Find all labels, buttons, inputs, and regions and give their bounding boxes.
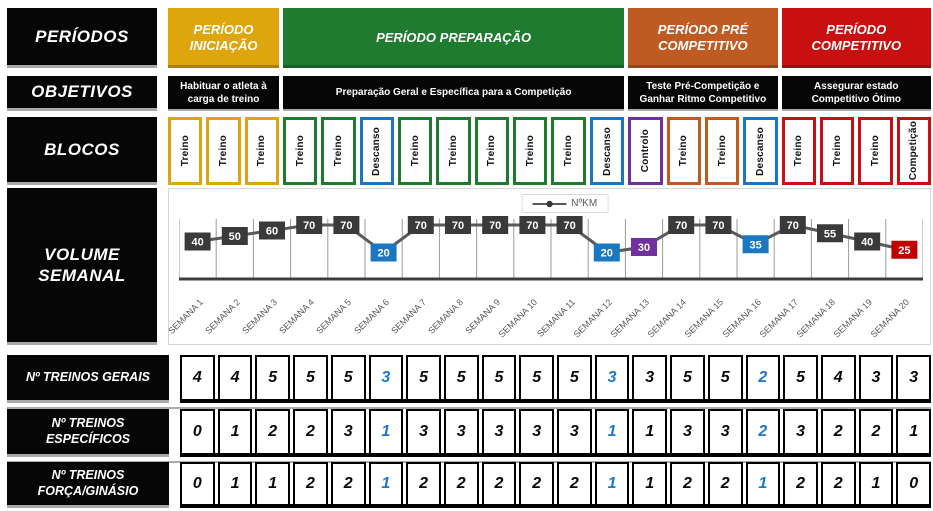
treinos-forca-week-14-value: 2 <box>670 462 705 504</box>
block-week-1-treino <box>168 117 202 185</box>
treinos-forca-week-11-value: 2 <box>557 462 592 504</box>
general-trainings-cells <box>180 355 931 403</box>
blocks-row <box>7 117 931 185</box>
svg-text:70: 70 <box>675 220 688 232</box>
treinos-especificos-week-12-value: 1 <box>595 409 630 453</box>
block-week-12-descanso <box>590 117 624 185</box>
block-label: Treino <box>793 135 805 167</box>
treinos-gerais-week-14-value: 5 <box>670 355 705 399</box>
x-axis-label-semana-9: SEMANA 9 <box>463 297 503 336</box>
chart-legend <box>521 194 608 213</box>
block-week-8-treino <box>436 117 470 185</box>
block-week-19-treino <box>858 117 892 185</box>
svg-text:25: 25 <box>898 244 911 257</box>
treinos-gerais-week-18-value: 4 <box>821 355 856 399</box>
block-label: Treino <box>256 135 268 167</box>
treinos-forca-week-9-value: 2 <box>482 462 517 504</box>
treinos-forca-week-4-value: 2 <box>293 462 328 504</box>
block-label: Descanso <box>754 126 766 176</box>
block-week-3-treino <box>245 117 279 185</box>
svg-text:70: 70 <box>489 220 502 232</box>
general-trainings-row <box>7 355 931 409</box>
treinos-especificos-week-5-value: 3 <box>331 409 366 453</box>
x-axis-label-semana-20: SEMANA 20 <box>869 297 912 340</box>
treinos-especificos-week-9-value: 3 <box>482 409 517 453</box>
svg-text:60: 60 <box>265 225 279 238</box>
x-axis-label-semana-12: SEMANA 12 <box>571 297 614 340</box>
x-axis-label-semana-19: SEMANA 19 <box>831 297 875 340</box>
treinos-gerais-week-1-value: 4 <box>180 355 215 399</box>
svg-text:20: 20 <box>377 247 390 260</box>
block-label: Treino <box>869 135 881 167</box>
treinos-forca-week-12-value: 1 <box>595 462 630 504</box>
legend-label: NºKM <box>571 198 598 209</box>
block-label: Descanso <box>371 126 383 176</box>
treinos-forca-week-18-value: 2 <box>821 462 856 504</box>
specific-trainings-cells <box>180 409 931 457</box>
block-label: Descanso <box>601 126 613 176</box>
treinos-forca-week-3-value: 1 <box>255 462 290 504</box>
block-week-14-treino <box>667 117 701 185</box>
x-axis-label-semana-18: SEMANA 18 <box>794 297 838 340</box>
weekly-volume-label: VOLUME SEMANAL <box>7 188 157 345</box>
specific-trainings-label: Nº TREINOS ESPECÍFICOS <box>7 409 169 457</box>
treinos-gerais-week-10-value: 5 <box>519 355 554 399</box>
block-label: Treino <box>524 135 536 167</box>
strength-gym-trainings-label: Nº TREINOS FORÇA/GINÁSIO <box>7 462 169 508</box>
treinos-gerais-week-13-value: 3 <box>632 355 667 399</box>
treinos-especificos-week-6-value: 1 <box>369 409 404 453</box>
treinos-especificos-week-15-value: 3 <box>708 409 743 453</box>
specific-trainings-row <box>7 409 931 463</box>
treinos-gerais-week-3-value: 5 <box>255 355 290 399</box>
treinos-forca-week-10-value: 2 <box>519 462 554 504</box>
block-label: Treino <box>563 135 575 167</box>
svg-text:40: 40 <box>191 236 204 249</box>
objective-periodo-iniciacao: Habituar o atleta à carga de treino <box>168 76 279 111</box>
block-label: Treino <box>179 135 191 167</box>
treinos-forca-week-16-value: 1 <box>746 462 781 504</box>
svg-text:70: 70 <box>303 220 316 232</box>
x-axis-label-semana-11: SEMANA 11 <box>534 297 577 339</box>
x-axis-label-semana-2: SEMANA 2 <box>202 297 242 336</box>
treinos-especificos-week-17-value: 3 <box>783 409 818 453</box>
treinos-especificos-week-2-value: 1 <box>218 409 253 453</box>
treinos-especificos-week-20-value: 1 <box>896 409 931 453</box>
block-label: Competição <box>908 121 920 181</box>
legend-line-marker-icon <box>532 200 566 208</box>
general-trainings-label: Nº TREINOS GERAIS <box>7 355 169 403</box>
treinos-especificos-week-11-value: 3 <box>557 409 592 453</box>
block-week-6-descanso <box>360 117 394 185</box>
treinos-forca-week-6-value: 1 <box>369 462 404 504</box>
block-label: Treino <box>448 135 460 167</box>
treinos-gerais-week-7-value: 5 <box>406 355 441 399</box>
svg-text:70: 70 <box>786 220 799 232</box>
block-week-7-treino <box>398 117 432 185</box>
treinos-especificos-week-8-value: 3 <box>444 409 479 453</box>
strength-gym-trainings-row <box>7 462 931 511</box>
period-periodo-pre-competitivo: PERÍODO PRÉ COMPETITIVO <box>628 8 777 68</box>
block-label: Treino <box>218 135 230 167</box>
treinos-especificos-week-18-value: 2 <box>821 409 856 453</box>
volume-line-chart <box>179 215 923 297</box>
treinos-forca-week-20-value: 0 <box>896 462 931 504</box>
svg-text:40: 40 <box>861 236 874 249</box>
period-periodo-competitivo: PERÍODO COMPETITIVO <box>782 8 931 68</box>
svg-text:50: 50 <box>228 231 241 243</box>
x-axis-label-semana-3: SEMANA 3 <box>240 297 280 336</box>
block-week-16-descanso <box>743 117 777 185</box>
svg-text:70: 70 <box>526 220 539 232</box>
block-week-9-treino <box>475 117 509 185</box>
objectives-content <box>168 76 931 111</box>
x-axis-label-semana-10: SEMANA 10 <box>497 297 540 340</box>
svg-text:30: 30 <box>637 242 651 254</box>
svg-text:70: 70 <box>414 220 427 232</box>
strength-gym-trainings-cells <box>180 462 931 508</box>
x-axis-label-semana-16: SEMANA 16 <box>720 297 763 340</box>
block-week-2-treino <box>206 117 240 185</box>
x-axis-label-semana-15: SEMANA 15 <box>683 297 726 340</box>
treinos-gerais-week-15-value: 5 <box>708 355 743 399</box>
svg-text:70: 70 <box>563 220 576 232</box>
treinos-forca-week-5-value: 2 <box>331 462 366 504</box>
objective-periodo-pre-competitivo: Teste Pré-Competição e Ganhar Ritmo Competitivo <box>628 76 777 111</box>
block-label: Treino <box>486 135 498 167</box>
periods-content <box>168 8 931 68</box>
weekly-volume-row <box>7 188 931 345</box>
objective-periodo-competitivo: Assegurar estado Competitivo Ótimo <box>782 76 931 111</box>
block-week-4-treino <box>283 117 317 185</box>
treinos-gerais-week-16-value: 2 <box>746 355 781 399</box>
block-label: Treino <box>716 135 728 167</box>
svg-text:70: 70 <box>712 220 725 232</box>
block-week-11-treino <box>551 117 585 185</box>
svg-text:20: 20 <box>600 247 613 260</box>
block-label: Treino <box>831 135 843 167</box>
period-periodo-preparacao: PERÍODO PREPARAÇÃO <box>283 8 624 68</box>
objectives-row <box>7 76 931 111</box>
x-axis-label-semana-13: SEMANA 13 <box>608 297 652 340</box>
treinos-forca-week-2-value: 1 <box>218 462 253 504</box>
svg-text:35: 35 <box>749 239 762 252</box>
block-label: Treino <box>333 135 345 167</box>
treinos-especificos-week-4-value: 2 <box>293 409 328 453</box>
treinos-gerais-week-11-value: 5 <box>557 355 592 399</box>
block-label: Treino <box>409 135 421 167</box>
block-week-18-treino <box>820 117 854 185</box>
treinos-especificos-week-14-value: 3 <box>670 409 705 453</box>
x-axis-label-semana-4: SEMANA 4 <box>277 297 317 336</box>
blocks-row-label: BLOCOS <box>7 117 157 185</box>
treinos-especificos-week-1-value: 0 <box>180 409 215 453</box>
periods-row <box>7 8 931 68</box>
treinos-especificos-week-16-value: 2 <box>746 409 781 453</box>
block-week-20-competicao <box>897 117 931 185</box>
block-label: Treino <box>678 135 690 167</box>
treinos-forca-week-13-value: 1 <box>632 462 667 504</box>
x-axis-label-semana-14: SEMANA 14 <box>645 297 689 340</box>
block-label: Treino <box>294 135 306 167</box>
treinos-especificos-week-13-value: 1 <box>632 409 667 453</box>
treinos-gerais-week-5-value: 5 <box>331 355 366 399</box>
treinos-gerais-week-20-value: 3 <box>896 355 931 399</box>
treinos-forca-week-8-value: 2 <box>444 462 479 504</box>
x-axis-label-semana-17: SEMANA 17 <box>757 297 800 340</box>
treinos-forca-week-7-value: 2 <box>406 462 441 504</box>
block-week-13-controlo <box>628 117 662 185</box>
periods-row-label: PERÍODOS <box>7 8 157 68</box>
block-week-17-treino <box>782 117 816 185</box>
treinos-especificos-week-19-value: 2 <box>859 409 894 453</box>
treinos-forca-week-15-value: 2 <box>708 462 743 504</box>
treinos-forca-week-19-value: 1 <box>859 462 894 504</box>
treinos-especificos-week-3-value: 2 <box>255 409 290 453</box>
objective-periodo-preparacao: Preparação Geral e Específica para a Competição <box>283 76 624 111</box>
objectives-row-label: OBJETIVOS <box>7 76 157 111</box>
period-periodo-iniciacao: PERÍODO INICIAÇÃO <box>168 8 279 68</box>
treinos-gerais-week-19-value: 3 <box>859 355 894 399</box>
blocks-content <box>168 117 931 185</box>
svg-text:55: 55 <box>823 228 837 241</box>
x-axis-label-semana-7: SEMANA 7 <box>388 297 428 336</box>
block-week-15-treino <box>705 117 739 185</box>
block-week-10-treino <box>513 117 547 185</box>
treinos-gerais-week-4-value: 5 <box>293 355 328 399</box>
treinos-gerais-week-17-value: 5 <box>783 355 818 399</box>
block-label: Controlo <box>639 129 651 173</box>
weekly-volume-chart-panel <box>165 188 931 345</box>
treinos-gerais-week-6-value: 3 <box>369 355 404 399</box>
svg-text:70: 70 <box>451 220 465 232</box>
treinos-forca-week-1-value: 0 <box>180 462 215 504</box>
x-axis-label-semana-8: SEMANA 8 <box>426 297 466 336</box>
x-axis-label-semana-6: SEMANA 6 <box>351 297 391 336</box>
treinos-gerais-week-9-value: 5 <box>482 355 517 399</box>
treinos-gerais-week-8-value: 5 <box>444 355 479 399</box>
x-axis-label-semana-1: SEMANA 1 <box>165 297 205 336</box>
svg-text:70: 70 <box>340 220 353 232</box>
block-week-5-treino <box>321 117 355 185</box>
treinos-forca-week-17-value: 2 <box>783 462 818 504</box>
treinos-gerais-week-2-value: 4 <box>218 355 253 399</box>
treinos-gerais-week-12-value: 3 <box>595 355 630 399</box>
treinos-especificos-week-10-value: 3 <box>519 409 554 453</box>
x-axis-label-semana-5: SEMANA 5 <box>314 297 354 336</box>
treinos-especificos-week-7-value: 3 <box>406 409 441 453</box>
